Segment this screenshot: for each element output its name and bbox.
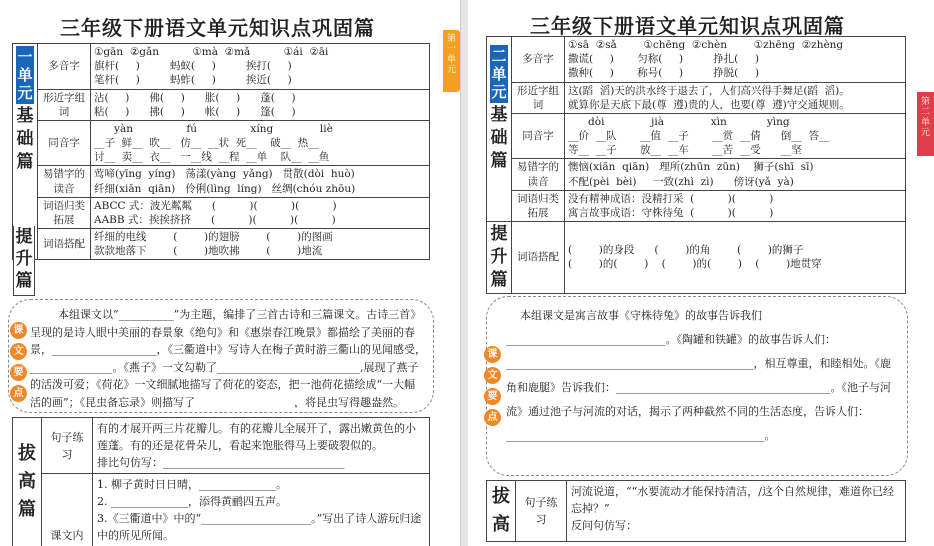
yicuo-label: 易错字的读音 [38,166,91,197]
yicuo-label: 易错字的读音 [512,159,565,190]
tigao-table [12,417,430,546]
yicuo-content: 懊恼(xiān qiān) 理所(zhūn zūn) 狮子(shī sī) 不配(pèi bèi) 一致(zhì zì) 傍讶(yǎ yà) [565,159,906,190]
juzi-label: 句子练习 [516,481,567,542]
knowledge-table [12,43,430,260]
wenxue-content: 1. 柳子黄时日日晴，______________。 2. ______________，添得黄鹂四五声。 3.《三衢道中》中的“____________________。”写出了诗人游玩归途中的所见所闻。 [93,474,430,546]
wenxue-label: 课文内 [42,474,93,546]
juzi-label: 句子练习 [42,418,93,474]
page-title: 三年级下册语文单元知识点巩固篇 [60,16,375,40]
xingjin-content: 这(蹈 滔)天的洪水终于退去了，人们高兴得手舞足(蹈 滔)。 就算你是天底下最(尊 遵)贵的人，也要(尊 遵)守交通规则。 [565,82,906,113]
dapei-content: ( )的身段 ( )的角 ( )的狮子 ( )的( ) ( )的( ) ( )地贯穿 [565,222,906,294]
tongyin-content: dòi jià xìn yìng __价 __队 __值 __子 __赏 __倩 倒__ 答__ 等__ __子 放__ __车 __苦 __受 __坚 [565,113,906,159]
right-page [468,0,934,546]
tongyin-label: 同音字 [38,120,91,166]
unit-number-box: 二 单 元 [491,47,507,101]
up-label: 提 升 篇 [13,226,35,296]
ciyu-content: ABCC 式：波光粼粼 ( )( )( ) AABB 式：挨挨挤挤 ( )( )( ) [91,197,430,228]
unit-tab[interactable]: 第一单元 [443,30,460,92]
dapei-content: 纤细的电线 ( )的翅膀 ( )的图画 款款地落下 ( )地吹拂 ( )地流 [91,229,430,260]
unit-label: 二 单 元 基 础 篇 [487,37,512,222]
ciyu-label: 词语归类拓展 [512,190,565,221]
xingjin-label: 形近字组词 [38,89,91,120]
unit-label: 一 单 元 基 础 篇 [13,44,38,260]
tigao-label: 拔 高 [487,481,516,542]
duoyin-content: ①sā ②sǎ ①chēng ②chèn ①zhēng ②zhèng 撒谎( ) 匀称( ) 挣扎( ) 撒种( ) 称号( ) 挣脱( ) [565,37,906,83]
left-page [0,0,460,546]
unit-number-box: 一 单 元 [17,48,33,102]
up-label: 提 升 篇 [487,222,512,294]
page-title: 三年级下册语文单元知识点巩固篇 [530,14,845,38]
dapei-label: 词语搭配 [38,229,91,260]
juzi-content: 河流说道，““水要流动才能保持清洁，/这个自然规律，难道你已经忘掉？” 反问句仿写： [567,481,906,542]
dapei-label: 词语搭配 [512,222,565,294]
kewen-badges: 课 文 要 点 [484,346,504,430]
knowledge-table [486,36,906,294]
tongyin-label: 同音字 [512,113,565,159]
kewen-badges: 课 文 要 点 [10,322,30,406]
yicuo-content: 莺啼(yīng yíng) 荡漾(yàng yǎng) 贯散(dòi huò) 纤细(xiān qiān) 伶俐(lìng líng) 丝绸(chóu zhōu) [91,166,430,197]
duoyin-label: 多音字 [512,37,565,83]
duoyin-content: ①gān ②gǎn ①mà ②mǎ ①ái ②āi 旗杆( ) 蚂蚁( ) 挨打( ) 笔杆( ) 蚂蚱( ) 挨近( ) [91,44,430,90]
tigao-table [486,480,906,542]
kewen-text: 本组课文是寓言故事《守株待兔》的故事告诉我们_____________________________。《陶罐和铁罐》的故事告诉人们：_____________________________________________，相互尊重，和睦相处。《鹿角和鹿腿》告诉我们：_______________________________________。《池子与河流》通过池子与河流的对话，揭示了两种截然不同的生活态度，告诉人们：_______________________________________________。 [506,309,891,442]
unit-tab[interactable]: 第二单元 [917,92,934,156]
ciyu-content: 没有精神成语：没精打采 ( )( ) 寓言故事成语：守株待兔 ( )( ) [565,190,906,221]
duoyin-label: 多音字 [38,44,91,90]
ciyu-label: 词语归类拓展 [38,197,91,228]
juzi-content: 有的才展开两三片花瓣儿。有的花瓣儿全展开了，露出嫩黄色的小莲蓬。有的还是花骨朵儿，看起来饱胀得马上要破裂似的。 排比句仿写：_________________________________ [93,418,430,474]
xingjin-content: 沾( ) 佛( ) 胀( ) 蓬( ) 粘( ) 拂( ) 帐( ) 篷( ) [91,89,430,120]
kewen-text: 本组课文以“__________”为主题，编排了三首古诗和三篇课文。古诗三首》呈现的是诗人眼中美丽的春景象《绝句》和《惠崇春江晚景》都描绘了美丽的春景，___________________，《三衢道中》写诗人在梅子黄时游三衢山的见闻感受，_______________。《燕子》一文勾勒了__________________________,展现了燕子的活泼可爱；《荷花》一文细腻地描写了荷花的姿态，把一池荷花描绘成“一大幅活的画”；《昆虫备忘录》则描写了__________________，将昆虫写得趣盎然。 [30,308,426,408]
tongyin-content: yàn fú xíng liè __子 鲜__ 吹__ 仿__ __状 死__ 破__ 热__ 讨__ 卖__ 衣__ 一__线 __程 __单 队__ __鱼 [91,120,430,166]
tigao-label: 拔 高 篇 [13,418,42,546]
xingjin-label: 形近字组词 [512,82,565,113]
